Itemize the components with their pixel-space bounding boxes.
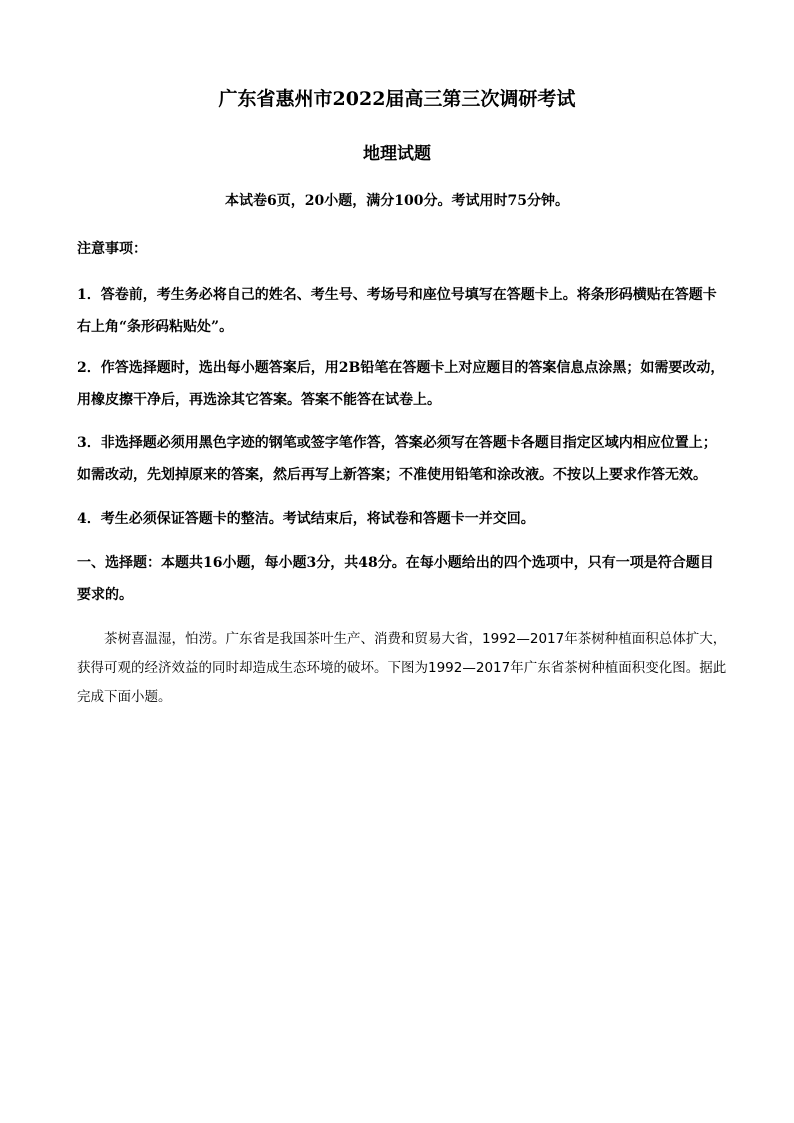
page-subtitle: 地理试题 [363,144,431,164]
notice-item-1: 1．答卷前，考生务必将自己的姓名、考生号、考场号和座位号填写在答题卡上。将条形码横贴在答题卡右上角“条形码粘贴处”。 [77,287,717,335]
page-title: 广东省惠州市2022届高三第三次调研考试 [218,88,576,110]
question-passage: 茶树喜温湿，怕涝。广东省是我国茶叶生产、消费和贸易大省，1992—2017年茶树种植面积总体扩大，获得可观的经济效益的同时却造成生态环境的破坏。下图为1992—2017年广东省茶树种植面积变化图。据此完成下面小题。 [77,631,727,705]
exam-info: 本试卷6页，20小题，满分100分。考试用时75分钟。 [225,193,569,209]
notice-item-2: 2．作答选择题时，选出每小题答案后，用2B铅笔在答题卡上对应题目的答案信息点涂黑；如需要改动，用橡皮擦干净后，再选涂其它答案。答案不能答在试卷上。 [77,360,725,408]
notice-item-4: 4．考生必须保证答题卡的整洁。考试结束后，将试卷和答题卡一并交回。 [77,511,535,527]
notice-heading: 注意事项： [77,241,147,257]
notice-item-3: 3．非选择题必须用黑色字迹的钢笔或签字笔作答，答案必须写在答题卡各题目指定区域内相应位置上；如需改动，先划掉原来的答案，然后再写上新答案；不准使用铅笔和涂改液。不按以上要求作答无效。 [77,435,717,483]
section-heading: 一、选择题：本题共16小题，每小题3分，共48分。在每小题给出的四个选项中，只有一项是符合题目要求的。 [77,555,714,603]
